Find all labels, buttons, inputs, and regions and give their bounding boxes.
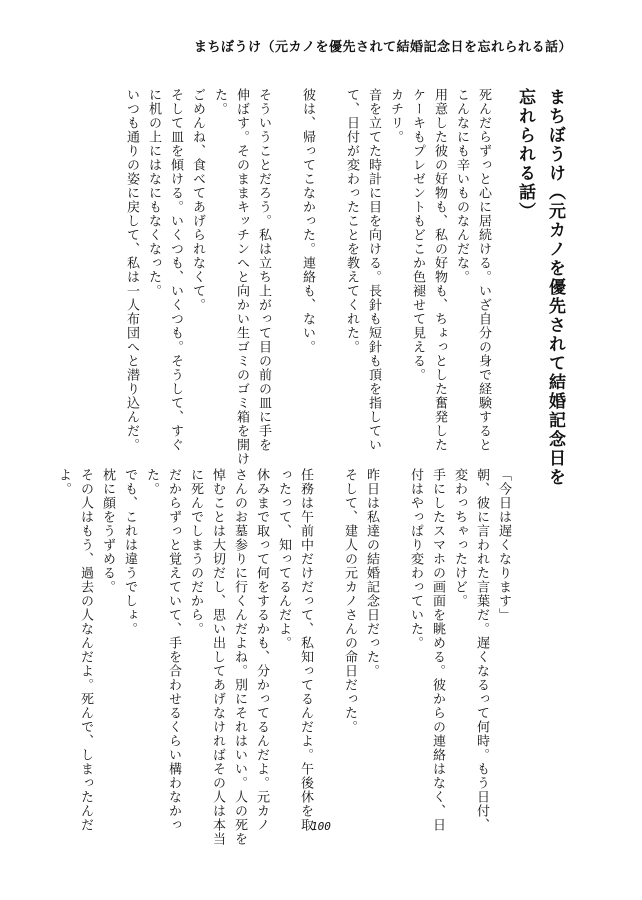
lower-text-line: 「今日は遅くなります」 [496,468,511,622]
running-header: まちぼうけ（元カノを優先されて結婚記念日を忘れられる話） [193,40,572,55]
lower-text-line: その人はもう、過去の人なんだよ。死んで、しまったんだ [78,468,93,832]
lower-text-line: 昨日は私達の結婚記念日だった。 [364,468,379,678]
upper-text-line: ごめんね、食べてあげられなくて。 [190,88,205,312]
lower-text-line: 手にしたスマホの画面を眺める。彼からの連絡はなく、日 [430,468,445,832]
lower-text-line: 枕に顔をうずめる。 [100,468,115,594]
lower-text-line: た。 [144,468,159,496]
upper-text-column [120,88,494,466]
upper-text-line: た。 [212,88,227,116]
upper-text-line: 伸ばす。そのままキッチンへと向かい生ゴミのゴミ箱を開け [234,88,249,466]
lower-text-line: さんのお墓参りに行くんだよね。別にそれはいい。人の死を [232,468,247,846]
lower-text-line: 休みまで取って何をするかも、分かってるんだよ。元カノ [254,468,269,832]
lower-text-line: 悼むことは大切だし、思い出してあげなければその人は本当 [210,468,225,846]
lower-text-line: 朝、彼に言われた言葉だ。遅くなるって何時。もう日付、 [474,468,489,832]
lower-text-blank-line [382,468,404,823]
upper-text-line: に机の上にはなにもなくなった。 [146,88,161,298]
upper-text-line: そして皿を傾ける。いくつも、いくつも。そうして、すぐ [168,88,183,452]
upper-text-line: 彼は、帰ってこなかった。連絡も、ない。 [300,88,315,354]
page-number: 100 [311,820,331,833]
chapter-title [510,88,570,487]
lower-text-line: よ。 [56,468,71,496]
lower-text-line: でも、これは違うでしょ。 [122,468,137,636]
lower-text-line: に死んでしまうのだから。 [188,468,203,636]
lower-text-line: だからずっと覚えていて、手を合わせるくらい構わなかっ [166,468,181,832]
upper-text-line: そういうことだろう。私は立ち上がって目の前の皿に手を [256,88,271,452]
upper-text-line: 用意した彼の好物も、私の好物も、ちょっとした奮発した [432,88,447,452]
lower-text-line: ったって、知ってるんだよ。 [276,468,291,650]
upper-text-line: 音を立てた時計に目を向ける。長針も短針も頂を指してい [366,88,381,452]
lower-text-line: そして、建人の元カノさんの命日だった。 [342,468,357,734]
chapter-title-line-1: まちぼうけ（元カノを優先されて結婚記念日を [545,88,565,487]
upper-text-line: ケーキもプレゼントもどこか色褪せて見える。 [410,88,425,382]
upper-text-line: いつも通りの姿に戻して、私は一人布団へと潜り込んだ。 [124,88,139,452]
upper-text-line: こんなにも辛いものなんだな。 [454,88,469,284]
upper-text-blank-line [318,88,340,448]
chapter-title-line-2: 忘れられる話） [515,88,535,221]
lower-text-line: 任務は午前中だけだって、私知ってるんだよ。午後休を取 [298,468,313,832]
lower-text-line: 付はやっぱり変わっていた。 [408,468,423,650]
upper-text-line: て、日付が変わったことを教えてくれた。 [344,88,359,354]
upper-text-line: カチリ。 [388,88,403,144]
upper-text-line: 死んだらずっと心に居続ける。いざ自分の身で経験すると [476,88,491,452]
lower-text-line: 変わっちゃったけど。 [452,468,467,608]
lower-text-blank-line [316,468,338,823]
upper-text-blank-line [274,88,296,448]
